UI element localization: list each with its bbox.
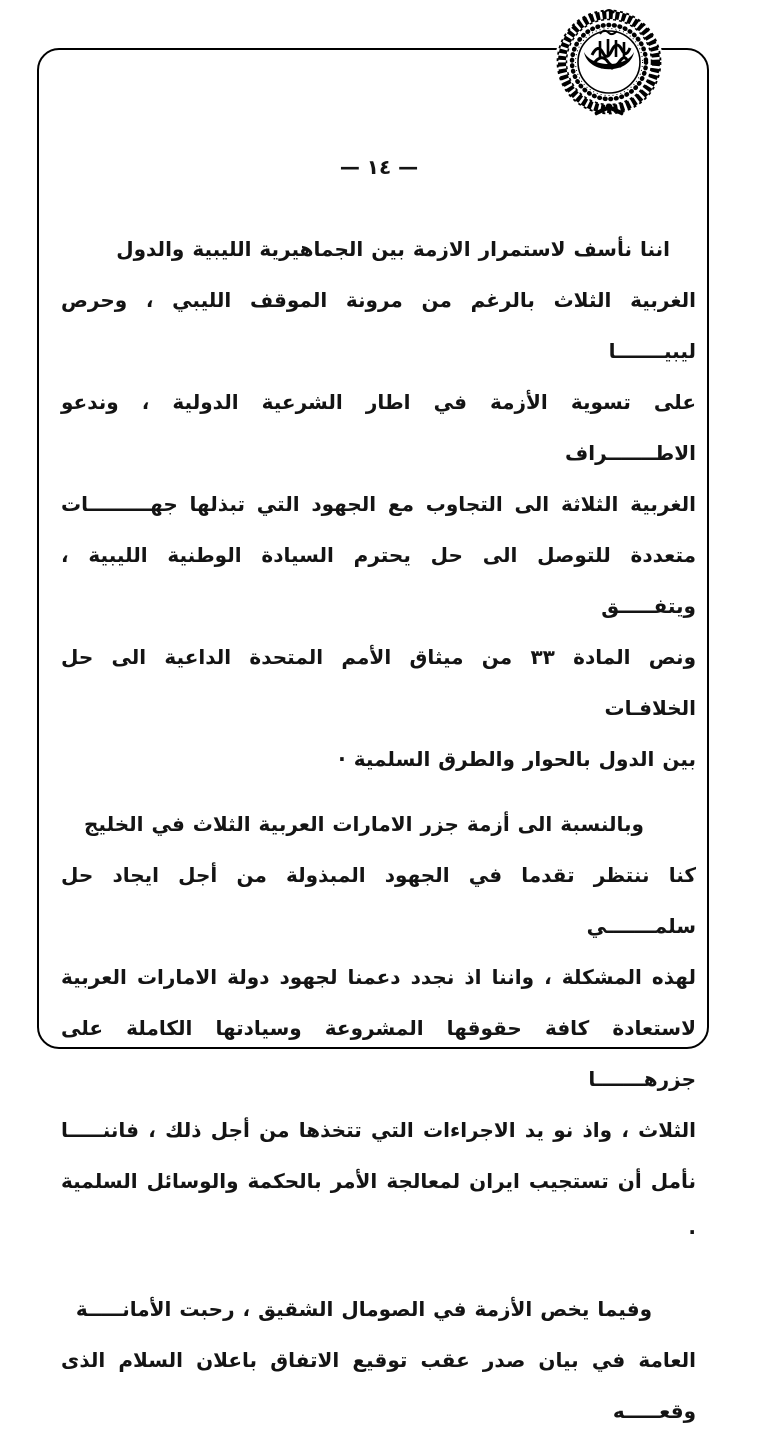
text-line: وبالنسبة الى أزمة جزر الامارات العربية الثلاث في الخليج	[84, 812, 644, 836]
text-line: اننا نأسف لاستمرار الازمة بين الجماهيرية الليبية والدول	[116, 237, 670, 261]
text-line: بين الدول بالحوار والطرق السلمية ·	[338, 747, 696, 771]
text-line: لاستعادة كافة حقوقها المشروعة وسيادتها الكاملة على جزرهـــــــا	[61, 1016, 696, 1091]
text-line: الثلاث ، واذ نو يد الاجراءات التي تتخذها من أجل ذلك ، فاننـــــا	[61, 1118, 696, 1142]
text-line: وفيما يخص الأزمة في الصومال الشقيق ، رحبت الأمانـــــة	[75, 1297, 652, 1321]
arab-league-emblem-icon	[552, 5, 666, 119]
text-line: نأمل أن تستجيب ايران لمعالجة الأمر بالحكمة والوسائل السلمية ·	[61, 1169, 696, 1244]
text-line: لهذه المشكلة ، واننا اذ نجدد دعمنا لجهود دولة الامارات العربية	[61, 965, 696, 989]
text-line: على تسوية الأزمة في اطار الشرعية الدولية ، وندعو الاطـــــــراف	[61, 390, 696, 465]
text-line: العامة في بيان صدر عقب توقيع الاتفاق باعلان السلام الذى وقعـــــه	[61, 1348, 696, 1423]
paragraph	[61, 224, 696, 785]
text-line: ونص المادة ٣٣ من ميثاق الأمم المتحدة الداعية الى حل الخلافـات	[61, 645, 697, 720]
text-line: متعددة للتوصل الى حل يحترم السيادة الوطنية الليبية ، ويتفـــــق	[61, 543, 696, 618]
paragraph	[61, 799, 696, 1258]
document-text	[61, 224, 696, 1437]
text-line: الغربية الثلاث بالرغم من مرونة الموقف الليبي ، وحرص ليبيـــــــا	[61, 288, 696, 363]
text-line: الغربية الثلاثة الى التجاوب مع الجهود التي تبذلها جهـــــــــات	[61, 492, 696, 516]
paragraph	[61, 1284, 696, 1437]
page-number: — ١٤ —	[339, 155, 419, 179]
text-line: كنا ننتظر تقدما في الجهود المبذولة من أجل ايجاد حل سلمـــــــي	[61, 863, 696, 938]
